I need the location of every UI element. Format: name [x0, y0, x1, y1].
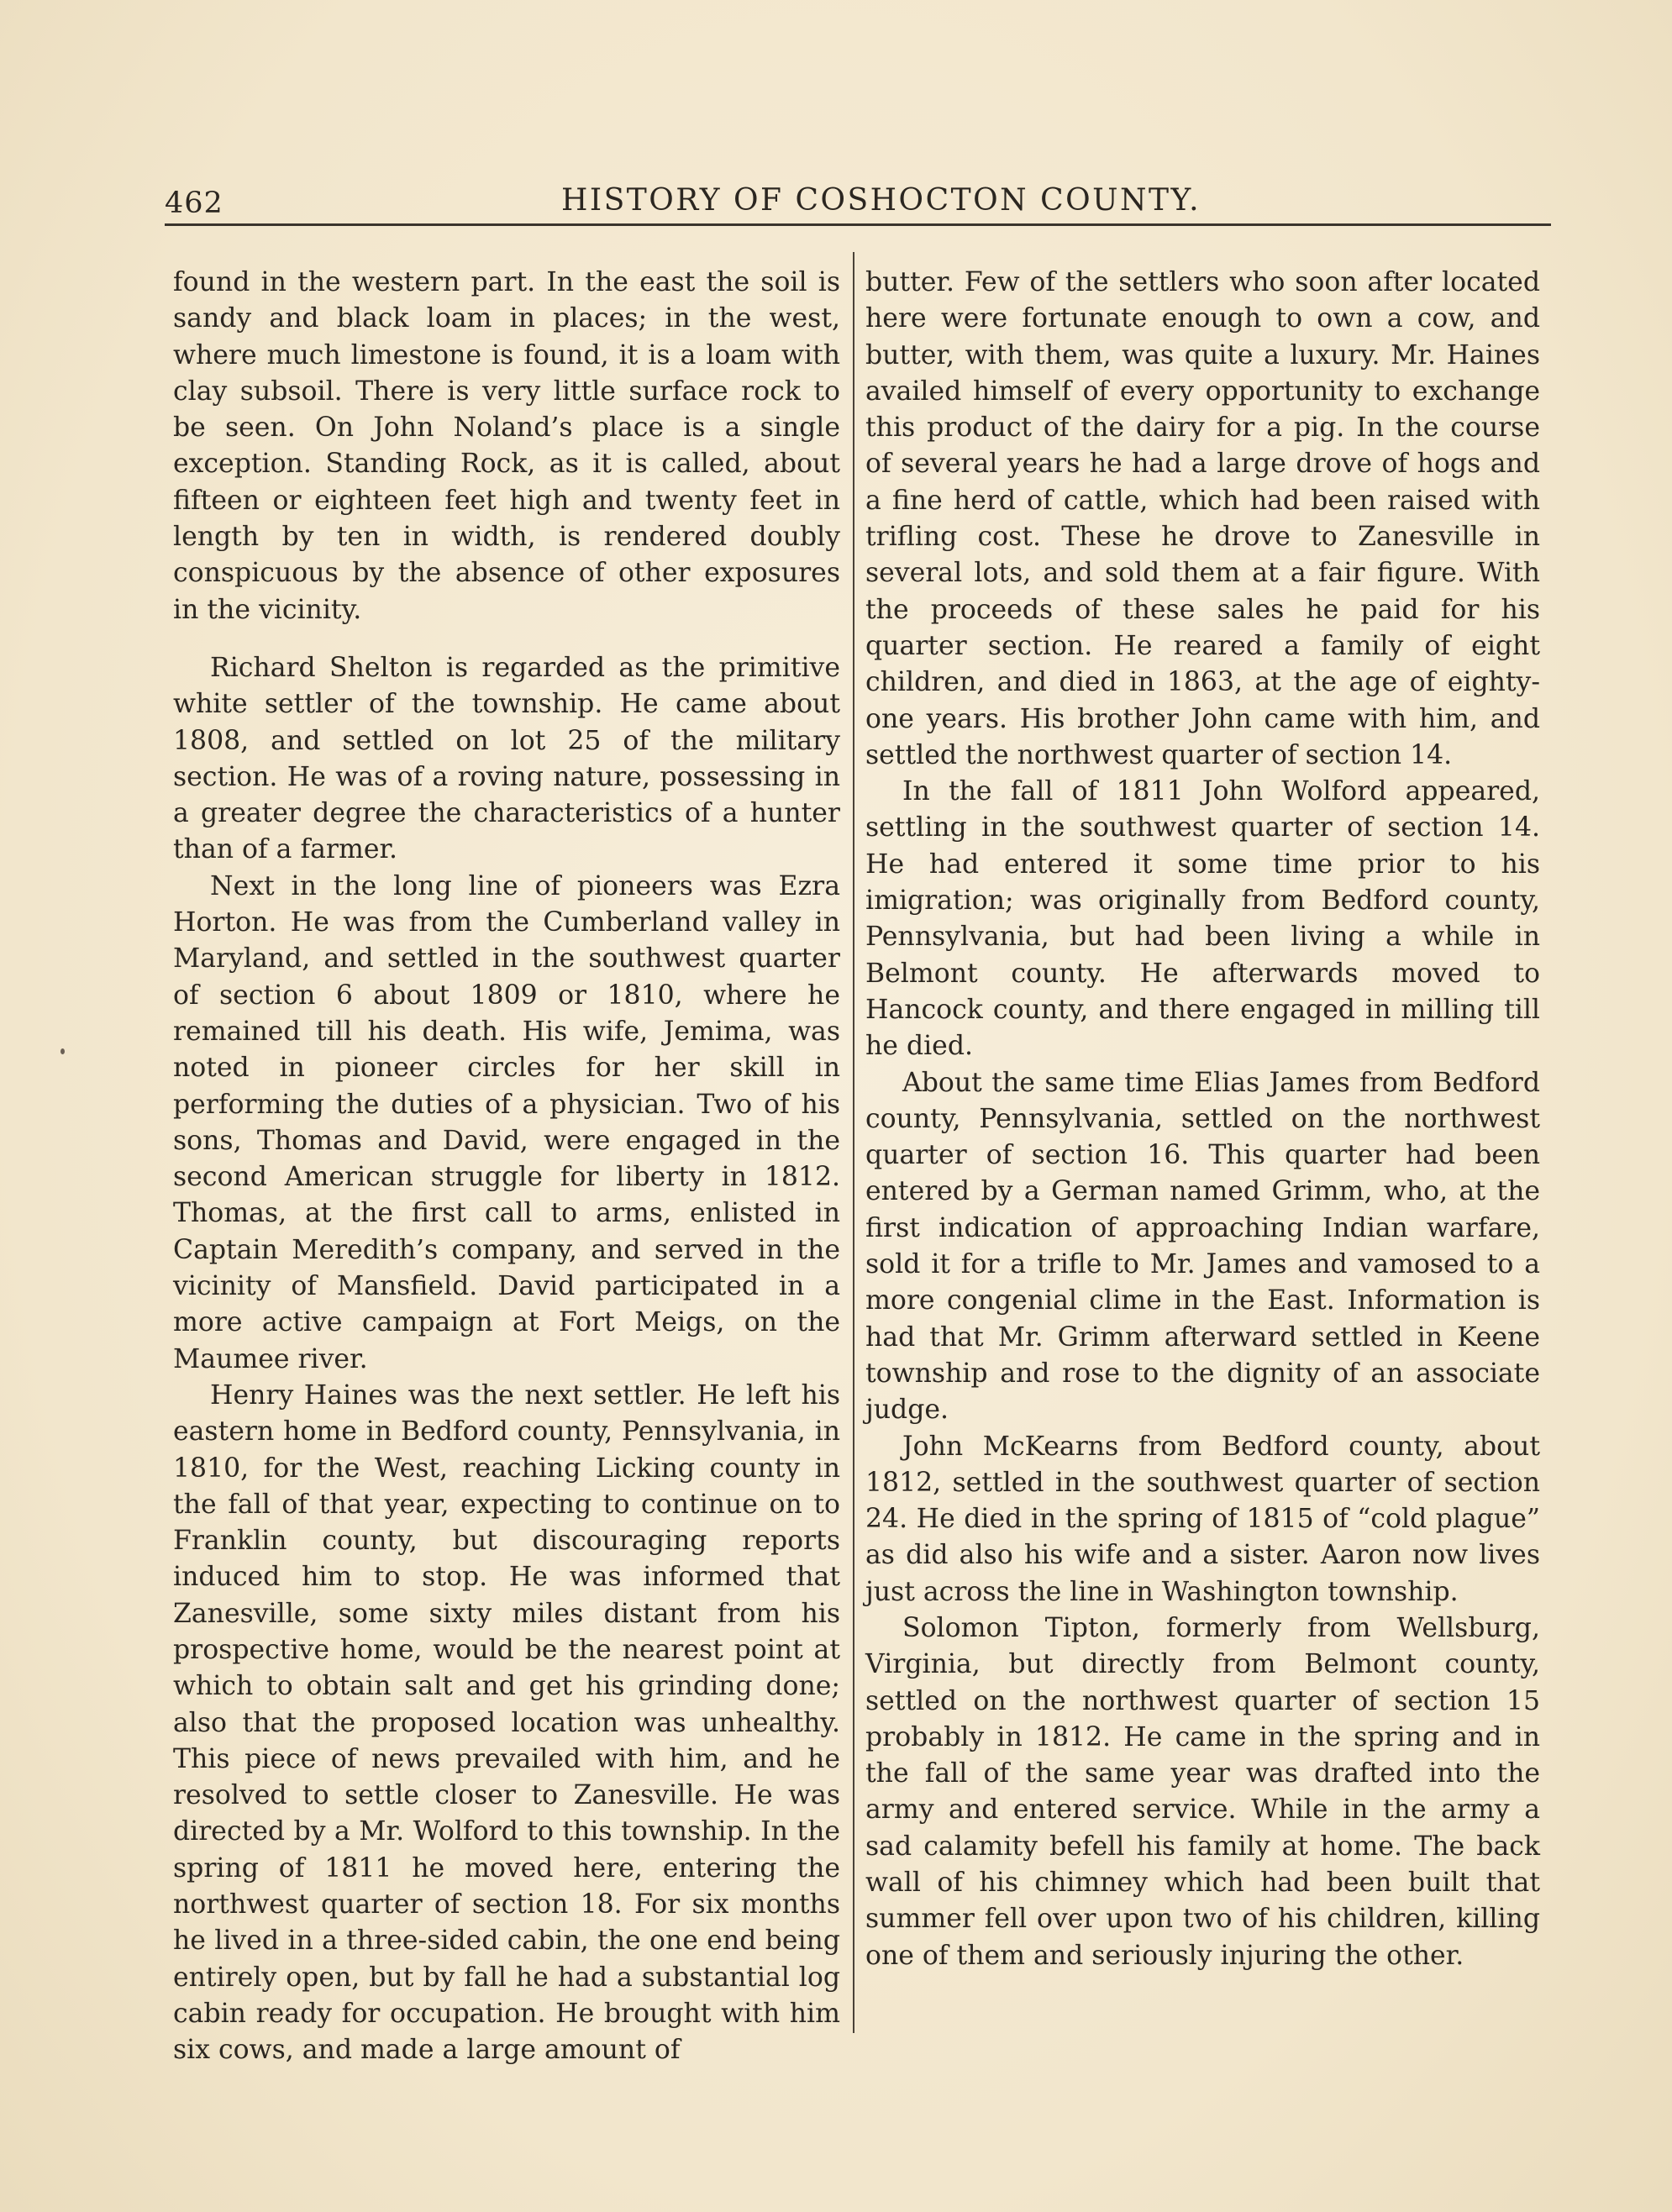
- paragraph: About the same time Elias James from Bedford county, Pennsylvania, settled on the northwest quarter of section 16. This quarter had been entered by a German named Grimm, who, at the first indication of approaching Indian warfare, sold it for a trifle to Mr. James and vamosed to a more congenial clime in the East. Information is had that Mr. Grimm afterward settled in Keene township and rose to the dignity of an associate judge.: [865, 1067, 1540, 1426]
- paragraph: Next in the long line of pioneers was Ezra Horton. He was from the Cumberland valley in Maryland, and settled in the southwest quarter of section 6 about 1809 or 1810, where he remained till his death. His wife, Jemima, was noted in pioneer circles for her skill in performing the duties of a physician. Two of his sons, Thomas and David, were engaged in the second American struggle for liberty in 1812. Thomas, at the first call to arms, enlisted in Captain Meredith’s company, and served in the vicinity of Mansfield. David participated in a more active campaign at Fort Meigs, on the Maumee river.: [173, 870, 840, 1374]
- paragraph: butter. Few of the settlers who soon after located here were fortunate enough to own a cow, and butter, with them, was quite a luxury. Mr. Haines availed himself of every opportunity to exchange this product of the dairy for a pig. In the course of several years he had a large drove of hogs and a fine herd of cattle, which had been raised with trifling cost. These he drove to Zanesville in several lots, and sold them at a fair figure. With the proceeds of these sales he paid for his quarter section. He reared a family of eight children, and died in 1863, at the age of eighty-one years. His brother John came with him, and settled the northwest quarter of section 14.: [865, 267, 1540, 770]
- column-divider: [853, 252, 854, 2033]
- ink-speck: [60, 1048, 65, 1054]
- paragraph: John McKearns from Bedford county, about 1812, settled in the southwest quarter of section 24. He died in the spring of 1815 of “cold plague” as did also his wife and a sister. Aaron now lives just across the line in Washington township.: [865, 1431, 1540, 1607]
- paragraph: Henry Haines was the next settler. He left his eastern home in Bedford county, Pennsylvania, in 1810, for the West, reaching Licking county in the fall of that year, expecting to continue on to Franklin county, but discouraging reports induced him to stop. He was informed that Zanesville, some sixty miles distant from his prospective home, would be the nearest point at which to obtain salt and get his grinding done; also that the proposed location was unhealthy. This piece of news prevailed with him, and he resolved to settle closer to Zanesville. He was directed by a Mr. Wolford to this township. In the spring of 1811 he moved here, entering the northwest quarter of section 18. For six months he lived in a three-sided cabin, the one end being entirely open, but by fall he had a substantial log cabin ready for occupation. He brought with him six cows, and made a large amount of: [173, 1379, 840, 2066]
- paragraph: Solomon Tipton, formerly from Wellsburg, Virginia, but directly from Belmont county, settled on the northwest quarter of section 15 probably in 1812. He came in the spring and in the fall of the same year was drafted into the army and entered service. While in the army a sad calamity befell his family at home. The back wall of his chimney which had been built that summer fell over upon two of his children, killing one of them and seriously injuring the other.: [865, 1612, 1540, 1971]
- paragraph: Richard Shelton is regarded as the primitive white settler of the township. He came about 1808, and settled on lot 25 of the military section. He was of a roving nature, possessing in a greater degree the characteristics of a hunter than of a farmer.: [173, 652, 840, 865]
- right-column: [865, 265, 1540, 1974]
- paragraph: found in the western part. In the east the soil is sandy and black loam in places; in the west, where much limestone is found, it is a loam with clay subsoil. There is very little surface rock to be seen. On John Noland’s place is a single exception. Standing Rock, as it is called, about fifteen or eighteen feet high and twenty feet in length by ten in width, is rendered doubly conspicuous by the absence of other exposures in the vicinity.: [173, 267, 840, 625]
- left-column: [173, 265, 840, 2069]
- page-number: 462: [165, 187, 223, 220]
- header-rule: [165, 223, 1551, 226]
- running-title: HISTORY OF COSHOCTON COUNTY.: [561, 183, 1201, 218]
- paragraph: In the fall of 1811 John Wolford appeared, settling in the southwest quarter of section 14. He had entered it some time prior to his imigration; was originally from Bedford county, Pennsylvania, but had been living a while in Belmont county. He afterwards moved to Hancock county, and there engaged in milling till he died.: [865, 776, 1540, 1062]
